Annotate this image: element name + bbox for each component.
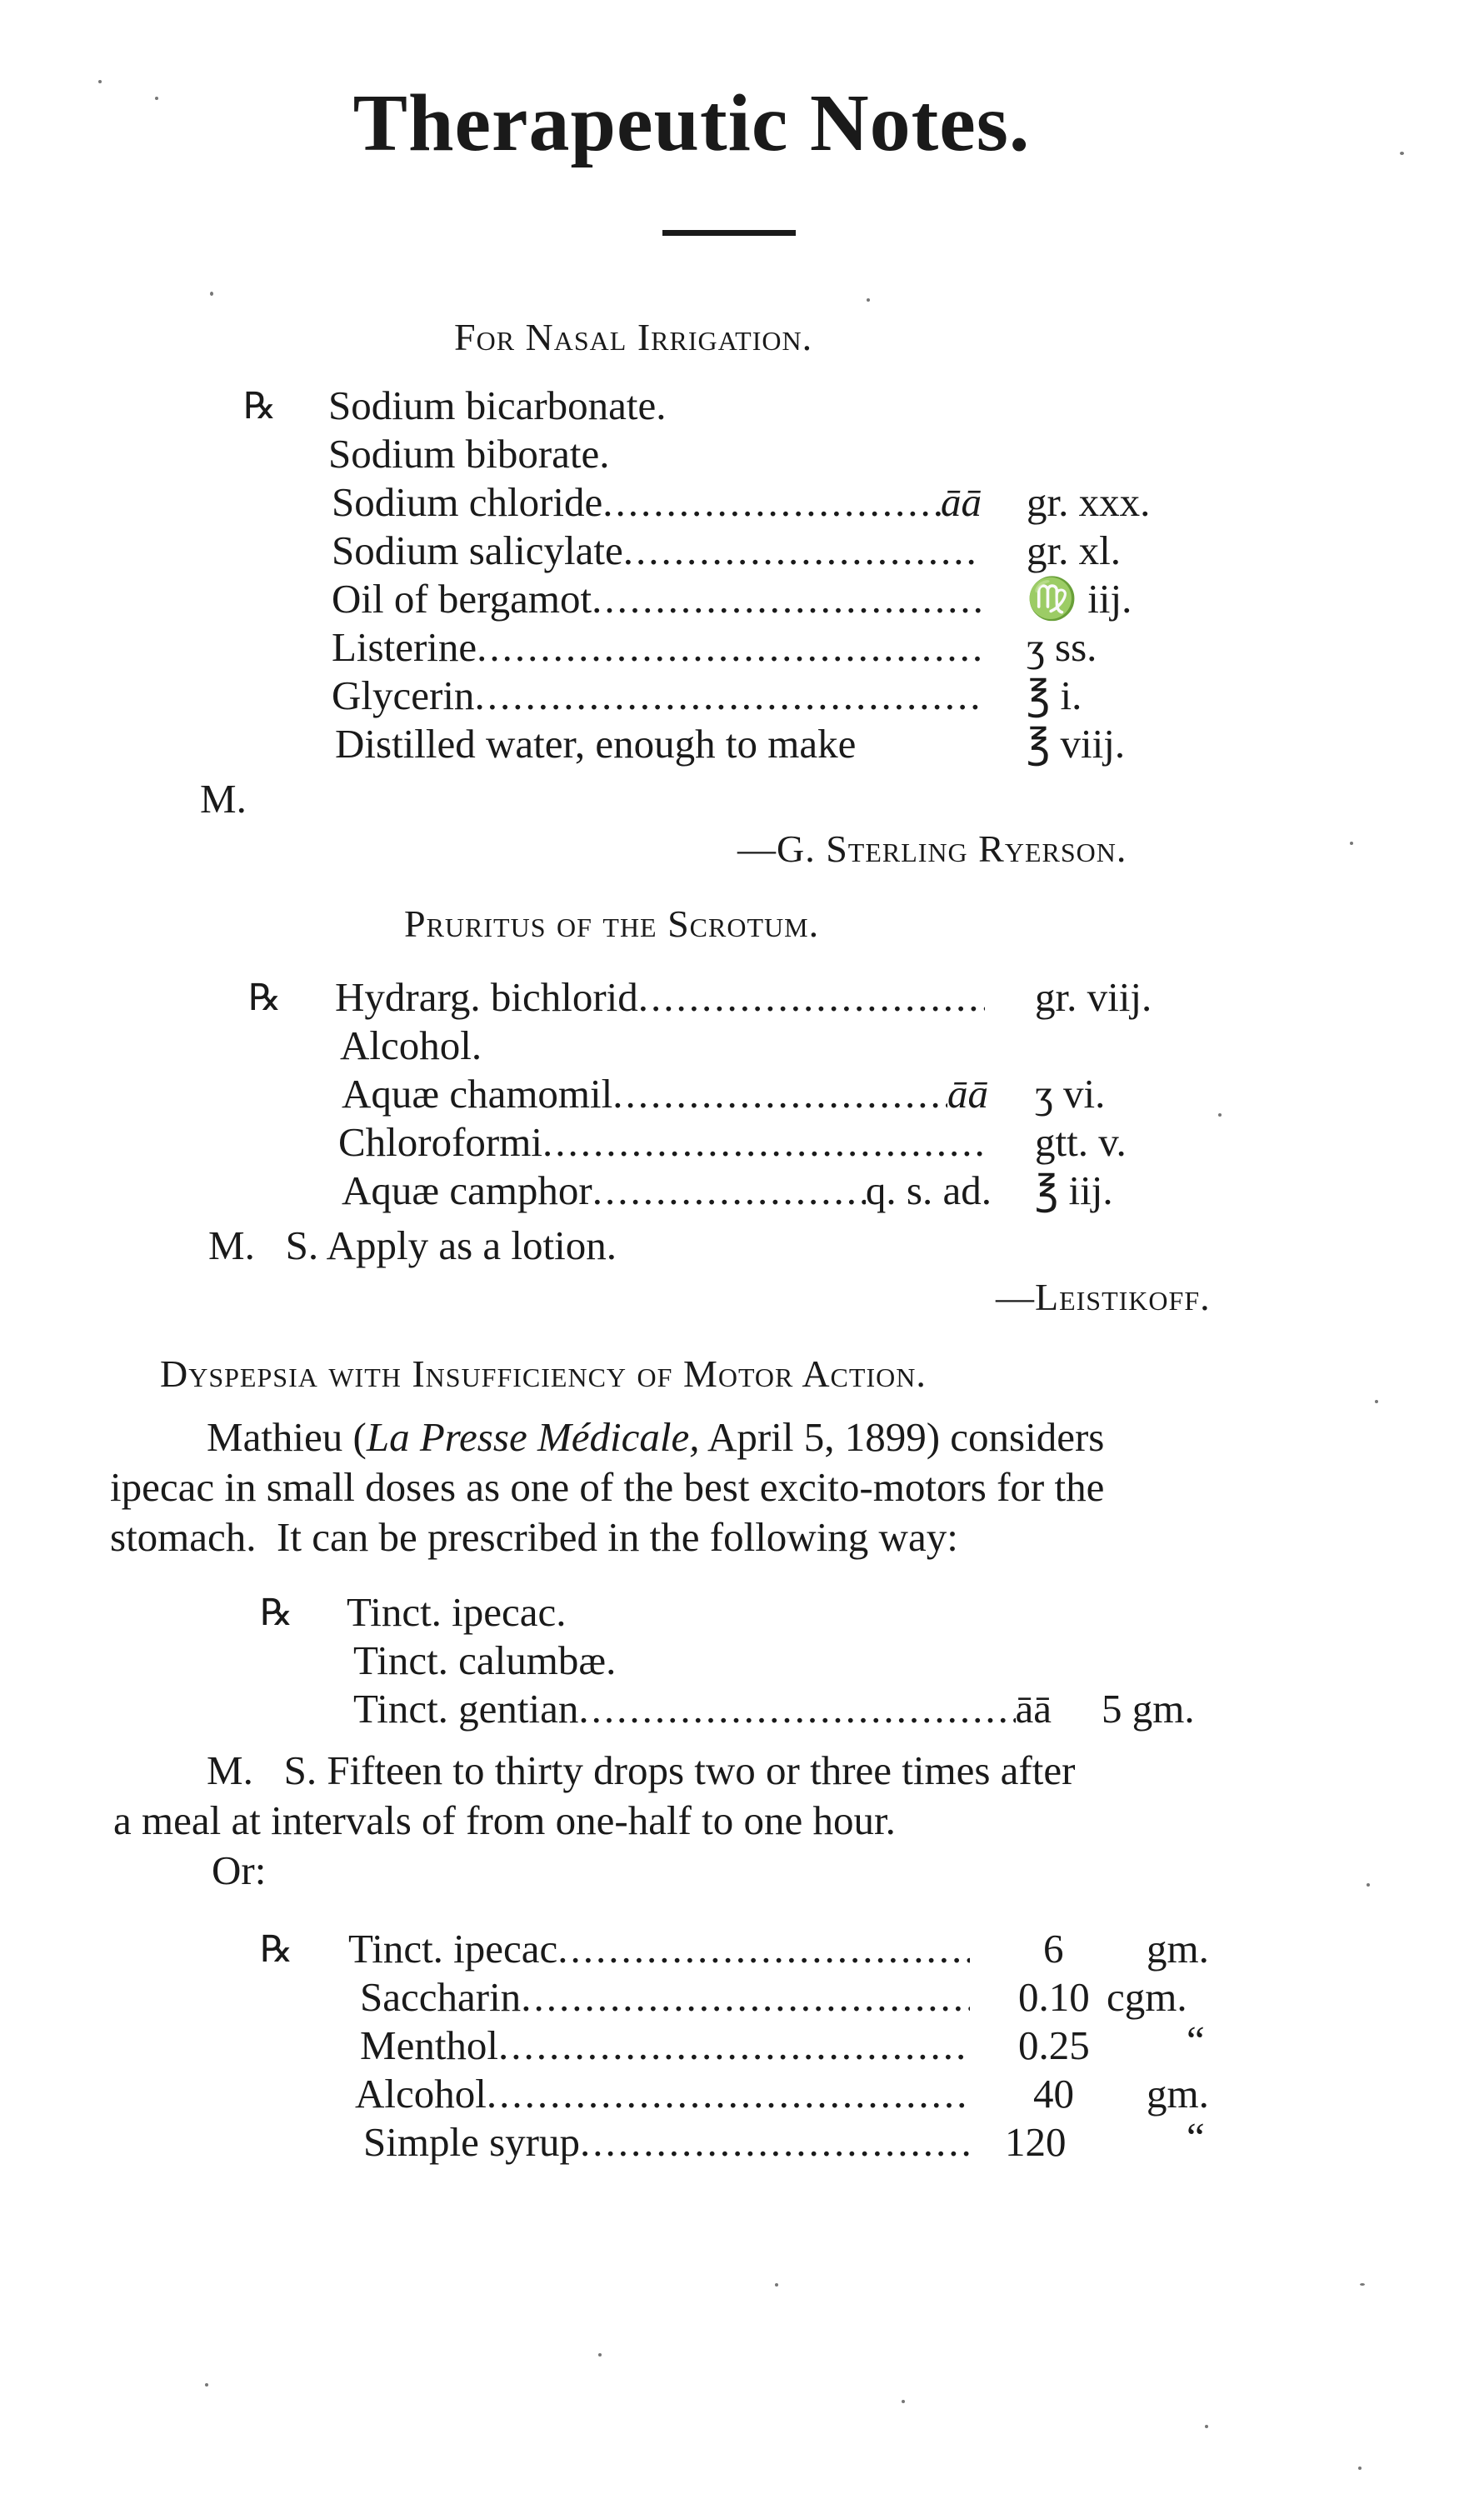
leader-dots xyxy=(602,478,941,526)
rx-symbol: ℞ xyxy=(243,386,277,427)
ingredient-name: Menthol xyxy=(360,2022,499,2068)
leader-dots xyxy=(521,1973,970,2021)
quantity: 120 xyxy=(1005,2119,1067,2165)
dose: ℥ iij. xyxy=(1035,1167,1113,1213)
ingredient-name: Listerine xyxy=(332,624,477,670)
quantity: 6 xyxy=(1043,1926,1064,1972)
scan-speck xyxy=(1218,1113,1222,1117)
section-heading-dyspepsia: Dyspepsia with Insufficiency of Motor Action. xyxy=(160,1352,927,1395)
ingredient-name: Oil of bergamot xyxy=(332,576,592,622)
scan-speck xyxy=(598,2353,602,2357)
mix-instruction: a meal at intervals of from one-half to one hour. xyxy=(113,1797,896,1843)
paragraph-line: stomach. It can be prescribed in the following way: xyxy=(110,1514,958,1560)
leader-dots xyxy=(592,1167,866,1214)
scan-speck xyxy=(155,97,158,100)
ingredient-line: Sodium bicarbonate. xyxy=(328,382,667,428)
unit: gm. xyxy=(1147,1926,1209,1972)
ingredient-line xyxy=(355,2070,970,2117)
section-heading-nasal: For Nasal Irrigation. xyxy=(454,316,813,358)
quantity: 40 xyxy=(1033,2071,1074,2117)
ingredient-name: Aquæ chamomil xyxy=(342,1071,613,1117)
ingredient-line xyxy=(360,1973,970,2021)
rx-symbol: ℞ xyxy=(248,977,282,1018)
unit: “ xyxy=(1187,2017,1205,2063)
ingredient-line xyxy=(360,2022,970,2069)
ingredient-line xyxy=(348,1925,970,1972)
ingredient-line: Alcohol. xyxy=(340,1022,482,1068)
dose: gr. xl. xyxy=(1027,527,1121,573)
alternative-label: Or: xyxy=(212,1847,267,1893)
leader-dots xyxy=(623,527,982,574)
author-signature: —G. Sterling Ryerson. xyxy=(737,827,1127,870)
scan-speck xyxy=(98,80,102,83)
scan-speck xyxy=(1350,842,1353,845)
ingredient-line xyxy=(335,973,985,1021)
leader-dots xyxy=(474,672,982,719)
ingredient-line xyxy=(342,1070,988,1117)
ingredient-line xyxy=(338,1118,988,1166)
leader-dots xyxy=(557,1925,970,1972)
ingredient-line xyxy=(353,1685,1052,1732)
ingredient-line: Tinct. ipecac. xyxy=(347,1589,567,1635)
ingredient-name: Hydrarg. bichlorid xyxy=(335,974,638,1020)
ingredient-name: Saccharin xyxy=(360,1974,522,2020)
unit: “ xyxy=(1187,2114,1205,2160)
leader-dots xyxy=(578,1685,1015,1732)
section-heading-pruritus: Pruritus of the Scrotum. xyxy=(404,902,820,945)
ingredient-line xyxy=(332,623,982,671)
leader-dots xyxy=(580,2118,970,2166)
paragraph-line: ipecac in small doses as one of the best excito-motors for the xyxy=(110,1464,1105,1510)
author-signature: —Leistikoff. xyxy=(996,1276,1211,1318)
ingredient-line xyxy=(332,478,982,526)
ana-mark: āā xyxy=(947,1071,988,1117)
leader-dots xyxy=(612,1070,947,1117)
unit: cgm. xyxy=(1107,1974,1187,2020)
dose: ♍ iij. xyxy=(1027,576,1132,622)
scan-speck xyxy=(210,292,213,296)
dose: ℥ viij. xyxy=(1027,721,1126,767)
ana-mark: āā xyxy=(1015,1686,1052,1732)
leader-dots xyxy=(638,973,985,1021)
scan-speck xyxy=(1367,1883,1370,1887)
ingredient-name: Sodium chloride xyxy=(332,479,603,525)
ana-mark: āā xyxy=(941,479,982,525)
ingredient-line xyxy=(342,1167,992,1214)
scan-speck xyxy=(902,2400,905,2403)
dose: ℥ i. xyxy=(1027,672,1082,718)
scan-speck xyxy=(205,2383,208,2387)
dose: gtt. v. xyxy=(1035,1119,1127,1165)
scan-speck xyxy=(1358,2467,1362,2470)
scan-speck xyxy=(1360,2283,1365,2286)
ingredient-name: Alcohol xyxy=(355,2071,487,2117)
qs-mark: q. s. ad. xyxy=(865,1167,992,1213)
scan-speck xyxy=(867,298,870,302)
leader-dots xyxy=(487,2070,970,2117)
rx-symbol: ℞ xyxy=(260,1929,293,1970)
ingredient-name: Simple syrup xyxy=(363,2119,580,2165)
mix-instruction: M. S. Apply as a lotion. xyxy=(208,1222,617,1268)
quantity: 0.10 xyxy=(1018,1974,1090,2020)
ingredient-name: Tinct. ipecac xyxy=(348,1926,558,1972)
dose: gr. viij. xyxy=(1035,974,1152,1020)
dose: 5 gm. xyxy=(1102,1686,1195,1732)
title-rule xyxy=(662,230,796,236)
scan-speck xyxy=(1400,152,1404,155)
ingredient-name: Sodium salicylate xyxy=(332,527,623,573)
ingredient-name: Glycerin xyxy=(332,672,475,718)
ingredient-line xyxy=(363,2118,970,2166)
leader-dots xyxy=(592,575,982,622)
ingredient-name: Aquæ camphor xyxy=(342,1167,592,1213)
mix-instruction: M. xyxy=(200,776,247,822)
ingredient-line: Tinct. calumbæ. xyxy=(353,1637,617,1683)
ingredient-line: Sodium biborate. xyxy=(328,431,610,477)
scan-speck xyxy=(775,2283,778,2287)
scan-speck xyxy=(1205,2425,1208,2428)
ingredient-line: Distilled water, enough to make xyxy=(335,721,857,767)
paragraph-line: Mathieu (La Presse Médicale, April 5, 1899) considers xyxy=(207,1414,1105,1460)
leader-dots xyxy=(477,623,982,671)
ingredient-line xyxy=(332,575,982,622)
scan-speck xyxy=(1375,1400,1378,1403)
leader-dots xyxy=(542,1118,988,1166)
ingredient-line xyxy=(332,527,982,574)
ingredient-name: Tinct. gentian xyxy=(353,1686,579,1732)
ingredient-name: Chloroformi xyxy=(338,1119,542,1165)
quantity: 0.25 xyxy=(1018,2022,1090,2068)
dose: ʒ vi. xyxy=(1035,1071,1106,1117)
unit: gm. xyxy=(1147,2071,1209,2117)
leader-dots xyxy=(498,2022,970,2069)
page-title: Therapeutic Notes. xyxy=(352,78,1031,168)
ingredient-line xyxy=(332,672,982,719)
dose: ʒ ss. xyxy=(1027,624,1097,670)
mix-instruction: M. S. Fifteen to thirty drops two or three times after xyxy=(207,1747,1076,1793)
dose: gr. xxx. xyxy=(1027,479,1151,525)
rx-symbol: ℞ xyxy=(260,1592,293,1633)
